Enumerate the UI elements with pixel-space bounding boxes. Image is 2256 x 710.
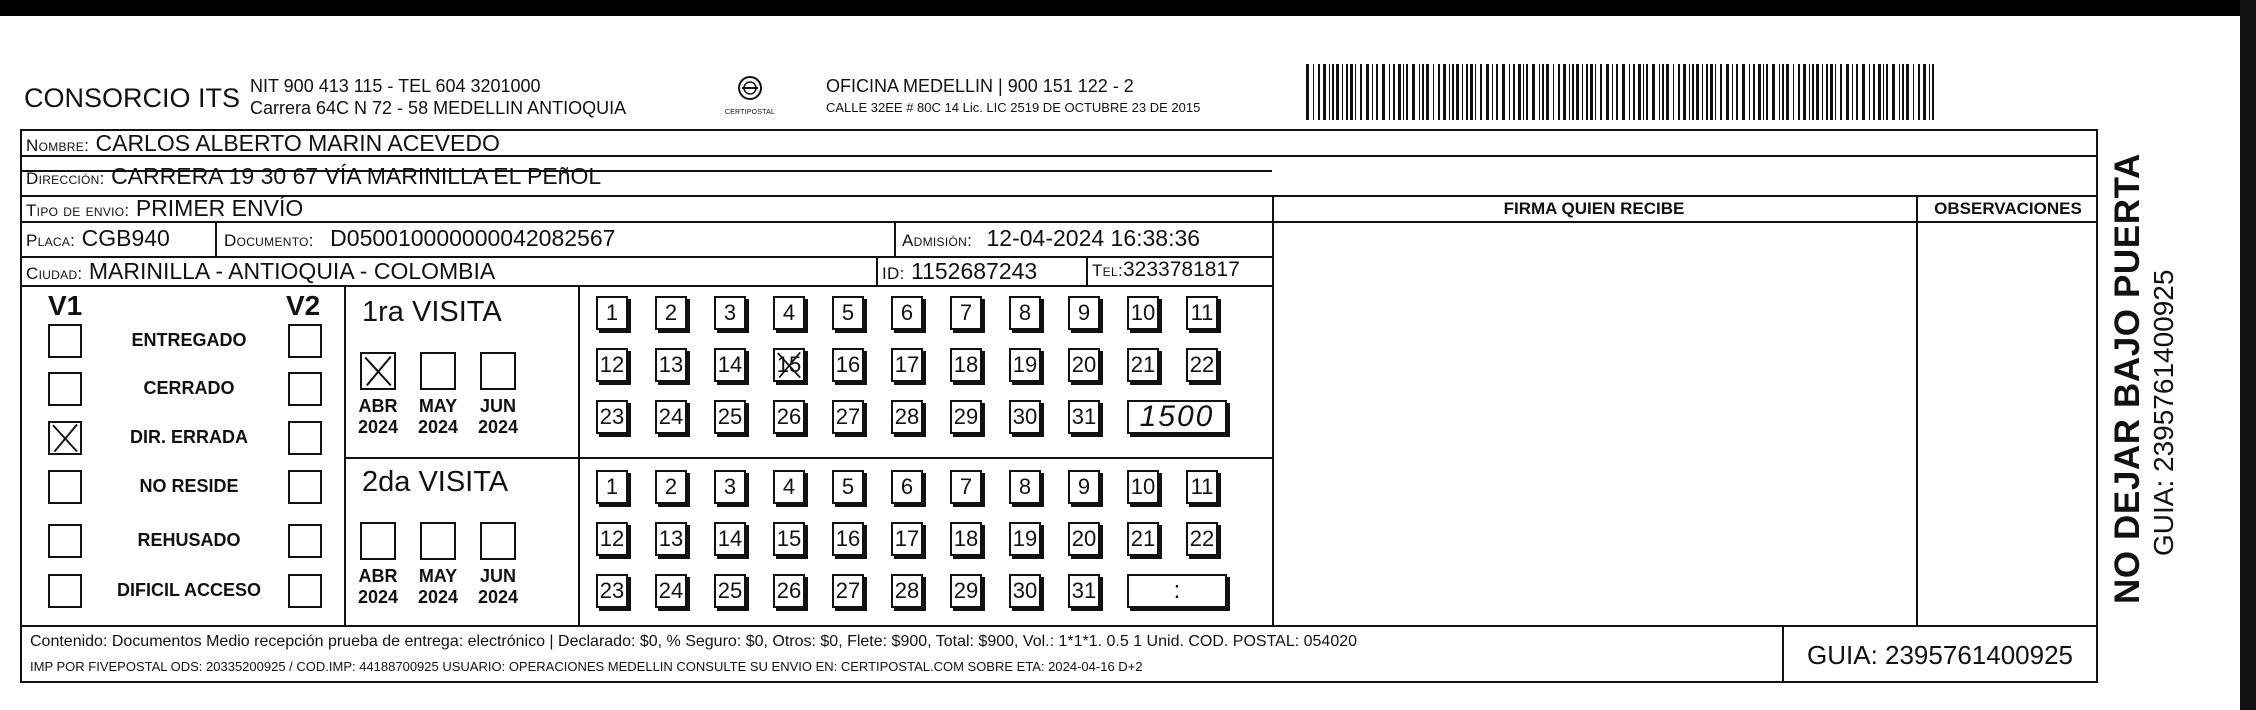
id-label: ID: — [882, 264, 905, 283]
side-guia: GUIA: 2395761400925 — [2148, 269, 2179, 556]
day-number: 30 — [1012, 404, 1038, 429]
day-number: 29 — [953, 404, 979, 429]
day-number: 5 — [841, 474, 855, 499]
ciudad-label: Ciudad: — [26, 264, 83, 283]
first-visit-title: 1ra VISITA — [362, 296, 502, 328]
day-number: 25 — [717, 578, 743, 603]
v2-checkbox[interactable] — [288, 574, 322, 608]
day-number: 21 — [1130, 352, 1156, 377]
day-number: 13 — [658, 526, 684, 551]
direccion-row — [26, 163, 601, 190]
month-year: 2024 — [417, 587, 459, 607]
first-day-box[interactable] — [773, 296, 805, 330]
first-day-box[interactable] — [1127, 296, 1159, 330]
second-month-checkbox[interactable] — [420, 522, 456, 560]
day-number: 6 — [900, 474, 914, 499]
x-mark-icon — [775, 350, 803, 380]
first-day-box[interactable] — [1127, 348, 1159, 382]
second-day-box[interactable] — [950, 574, 982, 608]
second-time-value: : — [1173, 577, 1181, 604]
second-day-box[interactable] — [596, 522, 628, 556]
day-number: 8 — [1018, 300, 1032, 325]
first-day-box[interactable] — [655, 348, 687, 382]
day-number: 17 — [894, 526, 920, 551]
first-day-box[interactable] — [714, 400, 746, 434]
v1-checkbox[interactable] — [48, 372, 82, 406]
observaciones-label: OBSERVACIONES — [1934, 199, 2082, 218]
v1-checkbox[interactable] — [48, 470, 82, 504]
first-month-checkbox[interactable] — [360, 352, 396, 390]
documento-cell — [224, 225, 615, 252]
first-day-box[interactable] — [1186, 348, 1218, 382]
tipo-row — [26, 195, 303, 222]
v2-checkbox[interactable] — [288, 421, 322, 455]
second-day-box[interactable] — [655, 470, 687, 504]
first-day-box[interactable] — [832, 296, 864, 330]
first-day-box[interactable] — [773, 348, 805, 382]
status-label: ENTREGADO — [131, 330, 247, 350]
day-number: 27 — [835, 578, 861, 603]
day-number: 5 — [841, 300, 855, 325]
admision-label: Admisión: — [902, 231, 973, 250]
day-number: 10 — [1130, 474, 1156, 499]
admision-value: 12-04-2024 16:38:36 — [986, 225, 1201, 251]
x-mark-icon — [50, 423, 80, 453]
nombre-row — [26, 130, 500, 157]
second-day-box[interactable] — [714, 574, 746, 608]
day-number: 31 — [1071, 404, 1097, 429]
firma-label: FIRMA QUIEN RECIBE — [1503, 199, 1685, 218]
second-month-label — [408, 566, 468, 608]
first-month-checkbox[interactable] — [420, 352, 456, 390]
day-number: 28 — [894, 578, 920, 603]
second-day-box[interactable] — [891, 470, 923, 504]
ciudad-cell — [26, 258, 495, 285]
first-day-box[interactable] — [655, 400, 687, 434]
second-day-box[interactable] — [714, 470, 746, 504]
cell-divider — [894, 221, 896, 256]
first-month-label — [468, 396, 528, 438]
id-value: 1152687243 — [911, 258, 1038, 284]
second-time-box[interactable] — [1127, 574, 1227, 608]
tipo-value: PRIMER ENVÍO — [135, 195, 304, 221]
second-day-box[interactable] — [832, 470, 864, 504]
month-name: ABR — [358, 396, 398, 416]
second-day-box[interactable] — [1127, 522, 1159, 556]
tel-cell — [1092, 258, 1240, 282]
day-number: 14 — [717, 526, 743, 551]
day-number: 27 — [835, 404, 861, 429]
second-day-box[interactable] — [655, 522, 687, 556]
second-day-box[interactable] — [1009, 574, 1041, 608]
row-divider — [20, 195, 2098, 197]
day-number: 15 — [776, 352, 802, 377]
status-divider — [344, 285, 346, 625]
month-name: MAY — [418, 566, 458, 586]
status-label: DIR. ERRADA — [129, 427, 248, 447]
tel-value: 3233781817 — [1123, 258, 1240, 281]
month-name: JUN — [479, 566, 516, 586]
second-day-box[interactable] — [773, 574, 805, 608]
footer-divider — [20, 625, 2098, 627]
v1-checkbox[interactable] — [48, 524, 82, 558]
second-day-box[interactable] — [596, 470, 628, 504]
day-number: 3 — [723, 474, 737, 499]
direccion-label: Dirección: — [26, 169, 105, 188]
day-number: 9 — [1077, 474, 1091, 499]
direccion-value: CARRERA 19 30 67 VÍA MARINILLA EL PEñOL — [111, 163, 602, 189]
day-number: 12 — [599, 352, 625, 377]
day-number: 3 — [723, 300, 737, 325]
day-number: 1 — [605, 300, 619, 325]
v2-checkbox[interactable] — [288, 372, 322, 406]
day-number: 20 — [1071, 526, 1097, 551]
v2-checkbox[interactable] — [288, 470, 322, 504]
status-label: REHUSADO — [137, 530, 241, 550]
day-number: 26 — [776, 578, 802, 603]
second-day-box[interactable] — [1068, 470, 1100, 504]
footer-guia: GUIA: 2395761400925 — [1807, 640, 2073, 670]
nombre-value: CARLOS ALBERTO MARIN ACEVEDO — [95, 130, 500, 156]
second-day-box[interactable] — [1068, 574, 1100, 608]
month-year: 2024 — [477, 417, 519, 437]
first-day-box[interactable] — [891, 400, 923, 434]
day-number: 29 — [953, 578, 979, 603]
day-number: 10 — [1130, 300, 1156, 325]
day-number: 24 — [658, 404, 684, 429]
day-number: 2 — [664, 300, 678, 325]
first-day-box[interactable] — [1068, 400, 1100, 434]
tel-label: Tel: — [1092, 261, 1123, 280]
first-day-box[interactable] — [596, 296, 628, 330]
month-name: JUN — [479, 396, 516, 416]
id-cell — [882, 258, 1037, 285]
first-day-box[interactable] — [891, 348, 923, 382]
second-day-box[interactable] — [596, 574, 628, 608]
first-day-box[interactable] — [832, 400, 864, 434]
first-day-box[interactable] — [1186, 296, 1218, 330]
office-address: CALLE 32EE # 80C 14 Lic. LIC 2519 DE OCTUBRE 23 DE 2015 — [826, 100, 1201, 115]
v1-checkbox[interactable] — [48, 574, 82, 608]
first-day-box[interactable] — [1009, 400, 1041, 434]
second-day-box[interactable] — [1186, 470, 1218, 504]
first-time-value: 1500 — [1139, 400, 1215, 433]
ciudad-value: MARINILLA - ANTIOQUIA - COLOMBIA — [88, 258, 496, 284]
second-month-checkbox[interactable] — [480, 522, 516, 560]
day-number: 20 — [1071, 352, 1097, 377]
nit-line: NIT 900 413 115 - TEL 604 3201000 — [250, 76, 541, 96]
v1-checkbox[interactable] — [48, 324, 82, 358]
placa-cell — [26, 225, 170, 252]
day-number: 19 — [1012, 526, 1038, 551]
second-visit-title: 2da VISITA — [362, 466, 509, 498]
second-day-box[interactable] — [773, 522, 805, 556]
side-text — [2108, 153, 2180, 604]
day-number: 1 — [605, 474, 619, 499]
day-number: 30 — [1012, 578, 1038, 603]
documento-value: D050010000000042082567 — [330, 225, 616, 251]
v2-label: V2 — [286, 290, 321, 321]
tipo-label: Tipo de envio: — [26, 201, 130, 220]
logo-icon — [724, 74, 776, 108]
day-number: 12 — [599, 526, 625, 551]
day-number: 8 — [1018, 474, 1032, 499]
month-name: MAY — [418, 396, 458, 416]
second-month-label — [468, 566, 528, 608]
first-day-box[interactable] — [891, 296, 923, 330]
month-year: 2024 — [357, 417, 399, 437]
documento-label: Documento: — [224, 231, 314, 250]
day-number: 4 — [782, 474, 796, 499]
second-day-box[interactable] — [832, 522, 864, 556]
first-day-box[interactable] — [714, 296, 746, 330]
office-line: OFICINA MEDELLIN | 900 151 122 - 2 — [826, 76, 1134, 96]
visit-divider — [344, 457, 1272, 459]
second-day-box[interactable] — [1068, 522, 1100, 556]
day-number: 6 — [900, 300, 914, 325]
month-year: 2024 — [357, 587, 399, 607]
company-name: CONSORCIO ITS — [24, 83, 241, 113]
day-number: 7 — [959, 300, 973, 325]
month-divider — [578, 285, 580, 625]
day-number: 16 — [835, 352, 861, 377]
second-month-checkbox[interactable] — [360, 522, 396, 560]
first-day-box[interactable] — [714, 348, 746, 382]
admision-cell — [902, 225, 1200, 252]
cell-divider — [215, 221, 217, 256]
day-number: 16 — [835, 526, 861, 551]
status-label: NO RESIDE — [139, 476, 239, 496]
day-number: 11 — [1190, 300, 1214, 325]
top-edge — [0, 0, 2256, 16]
first-day-box[interactable] — [950, 400, 982, 434]
second-day-box[interactable] — [832, 574, 864, 608]
second-day-box[interactable] — [1186, 522, 1218, 556]
first-day-box[interactable] — [655, 296, 687, 330]
day-number: 21 — [1130, 526, 1156, 551]
second-day-box[interactable] — [891, 522, 923, 556]
day-number: 22 — [1189, 526, 1215, 551]
day-number: 31 — [1071, 578, 1097, 603]
placa-label: Placa: — [26, 231, 76, 250]
v1-label: V1 — [48, 290, 83, 321]
day-number: 28 — [894, 404, 920, 429]
first-day-box[interactable] — [1068, 296, 1100, 330]
day-number: 17 — [894, 352, 920, 377]
v2-checkbox[interactable] — [288, 324, 322, 358]
second-day-box[interactable] — [950, 470, 982, 504]
second-day-box[interactable] — [1009, 522, 1041, 556]
day-number: 15 — [776, 526, 802, 551]
x-mark-icon — [362, 354, 394, 388]
signature-area[interactable] — [1274, 223, 1916, 625]
second-day-box[interactable] — [714, 522, 746, 556]
second-day-box[interactable] — [950, 522, 982, 556]
cell-divider — [876, 256, 878, 285]
first-day-box[interactable] — [1009, 348, 1041, 382]
day-number: 13 — [658, 352, 684, 377]
second-day-box[interactable] — [655, 574, 687, 608]
first-day-box[interactable] — [1009, 296, 1041, 330]
day-number: 25 — [717, 404, 743, 429]
second-day-box[interactable] — [1127, 470, 1159, 504]
company-address: Carrera 64C N 72 - 58 MEDELLIN ANTIOQUIA — [250, 98, 627, 118]
second-day-box[interactable] — [1009, 470, 1041, 504]
first-month-label — [408, 396, 468, 438]
day-number: 14 — [717, 352, 743, 377]
day-number: 18 — [953, 526, 979, 551]
nombre-label: Nombre: — [26, 136, 90, 155]
v1-checkbox[interactable] — [48, 421, 82, 455]
first-day-box[interactable] — [950, 348, 982, 382]
row-divider — [20, 285, 1272, 287]
certipostal-logo — [724, 74, 776, 124]
first-day-box[interactable] — [596, 400, 628, 434]
second-day-box[interactable] — [891, 574, 923, 608]
footer-line-1: Contenido: Documentos Medio recepción prueba de entrega: electrónico | Declarado: $0, % Seguro: $0, Otros: $0, Flete: $900, Total: $900, Vol.: 1*1*1. 0.5 1 Unid. COD. POSTAL: 054020 — [30, 633, 1358, 650]
side-warning: NO DEJAR BAJO PUERTA — [2108, 153, 2147, 604]
placa-value: CGB940 — [81, 225, 170, 251]
first-day-box[interactable] — [773, 400, 805, 434]
v2-checkbox[interactable] — [288, 524, 322, 558]
logo-text: CERTIPOSTAL — [724, 109, 776, 116]
status-label: CERRADO — [143, 378, 235, 398]
day-number: 2 — [664, 474, 678, 499]
right-edge — [2240, 0, 2256, 710]
day-number: 19 — [1012, 352, 1038, 377]
month-name: ABR — [358, 566, 398, 586]
day-number: 7 — [959, 474, 973, 499]
day-number: 9 — [1077, 300, 1091, 325]
observaciones-area[interactable] — [1918, 223, 2098, 625]
day-number: 24 — [658, 578, 684, 603]
day-number: 18 — [953, 352, 979, 377]
day-number: 22 — [1189, 352, 1215, 377]
second-month-label — [348, 566, 408, 608]
day-number: 4 — [782, 300, 796, 325]
first-month-label — [348, 396, 408, 438]
first-day-box[interactable] — [832, 348, 864, 382]
day-number: 11 — [1190, 474, 1214, 499]
footer-line-2: IMP POR FIVEPOSTAL ODS: 20335200925 / COD.IMP: 44188700925 USUARIO: OPERACIONES MEDELLIN CONSULTE SU ENVIO EN: CERTIPOSTAL.COM SOBRE ETA: 2024-04-16 D+2 — [30, 659, 1143, 674]
day-number: 23 — [599, 578, 625, 603]
second-day-box[interactable] — [773, 470, 805, 504]
day-number: 23 — [599, 404, 625, 429]
month-year: 2024 — [417, 417, 459, 437]
first-day-box[interactable] — [1068, 348, 1100, 382]
month-year: 2024 — [477, 587, 519, 607]
first-day-box[interactable] — [596, 348, 628, 382]
first-month-checkbox[interactable] — [480, 352, 516, 390]
day-number: 26 — [776, 404, 802, 429]
first-day-box[interactable] — [950, 296, 982, 330]
cell-divider — [1086, 256, 1088, 285]
first-time-box[interactable] — [1127, 400, 1227, 434]
status-label: DIFICIL ACCESO — [116, 580, 261, 600]
barcode — [1306, 64, 1940, 120]
